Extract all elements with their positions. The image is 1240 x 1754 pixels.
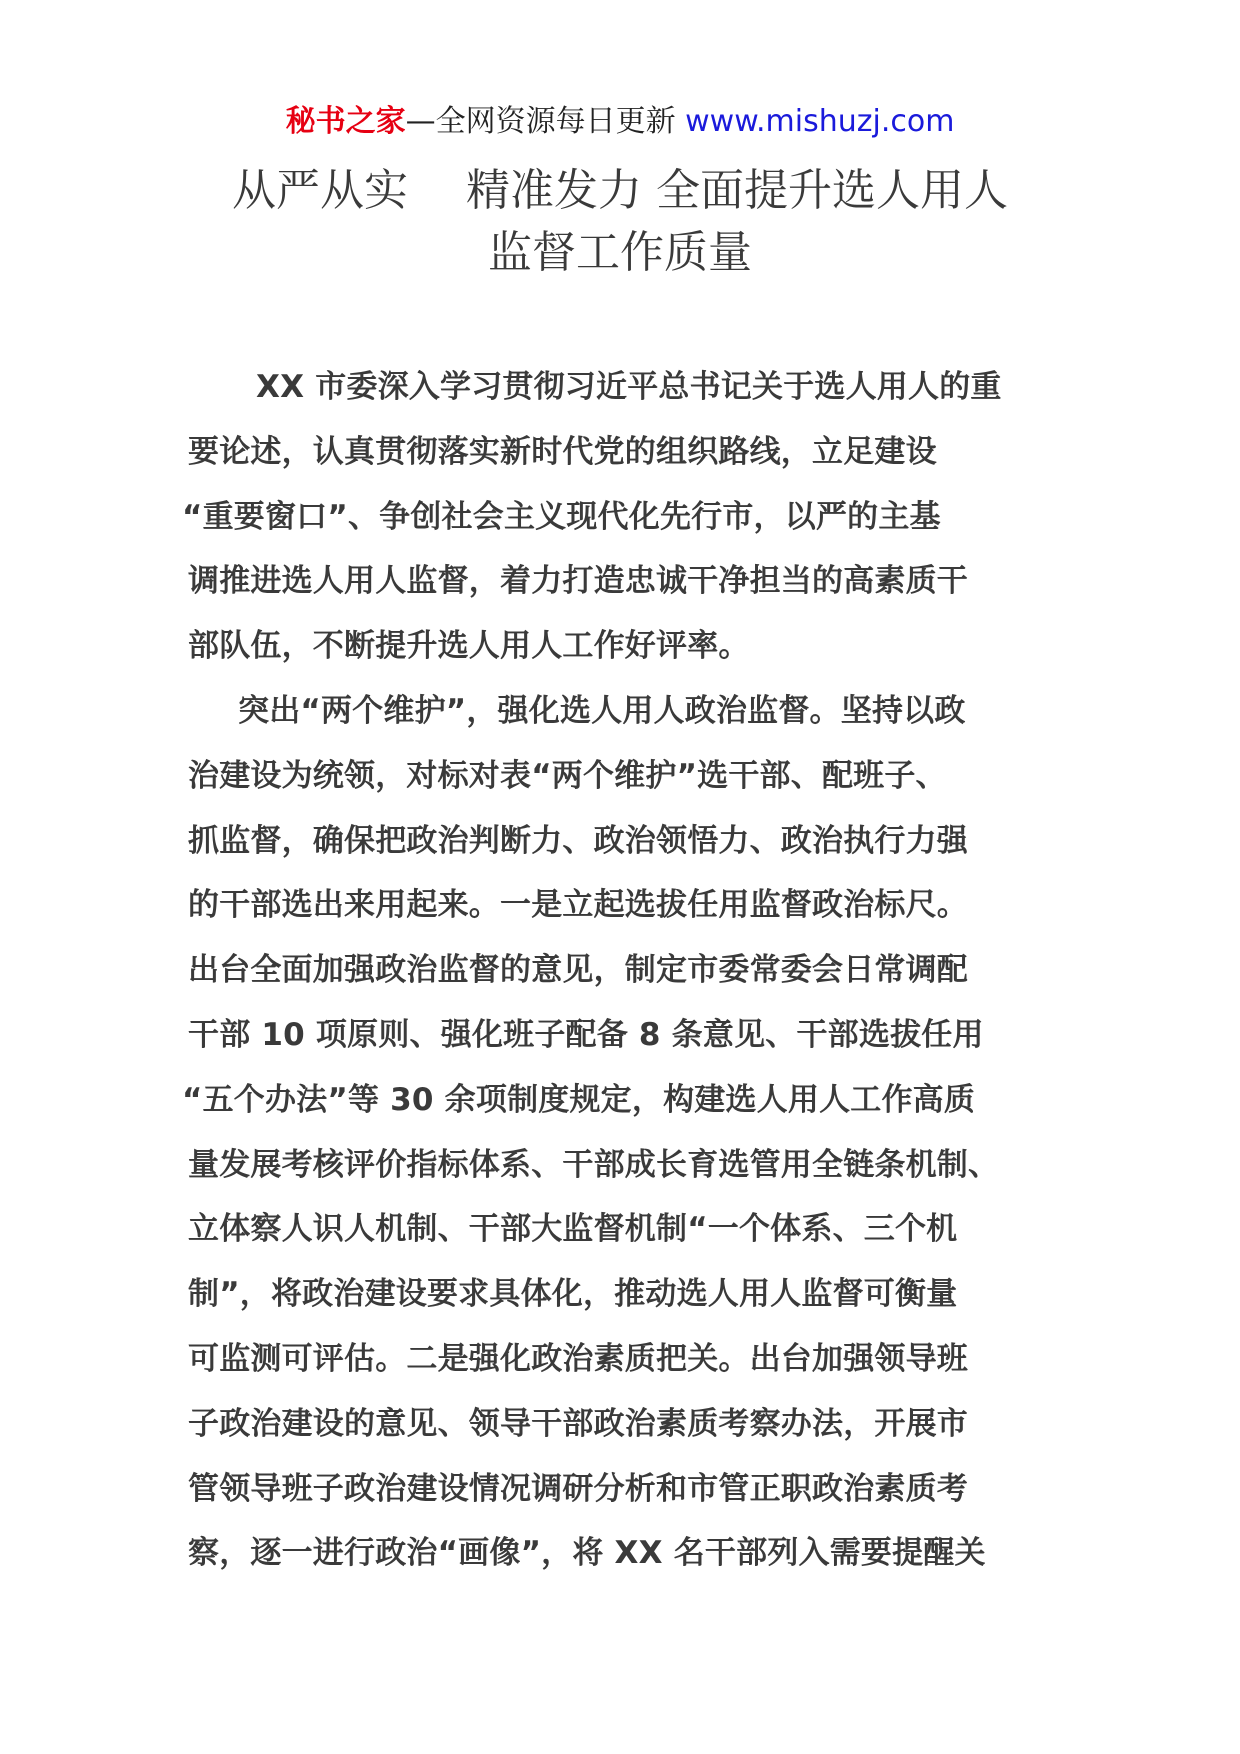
site-url[interactable]: www.mishuzj.com bbox=[685, 104, 955, 139]
paragraph-line: 调推进选人用人监督，着力打造忠诚干净担当的高素质干 bbox=[188, 563, 968, 600]
title-line-1-part-2: 精准发力 全面提升选人用人 bbox=[466, 165, 1008, 216]
paragraph-line: 立体察人识人机制、干部大监督机制“一个体系、三个机 bbox=[188, 1211, 958, 1248]
header-tagline: —全网资源每日更新 bbox=[405, 104, 686, 139]
paragraph-line: 治建设为统领，对标对表“两个维护”选干部、配班子、 bbox=[188, 757, 947, 794]
paragraph-line: 突出“两个维护”，强化选人用人政治监督。坚持以政 bbox=[238, 692, 966, 729]
paragraph-line: 管领导班子政治建设情况调研分析和市管正职政治素质考 bbox=[188, 1470, 968, 1507]
document-body bbox=[182, 355, 1068, 1586]
paragraph-line: 子政治建设的意见、领导干部政治素质考察办法，开展市 bbox=[188, 1405, 968, 1442]
paragraph-line: 要论述，认真贯彻落实新时代党的组织路线，立足建设 bbox=[188, 433, 937, 470]
paragraph-line: 出台全面加强政治监督的意见，制定市委常委会日常调配 bbox=[188, 952, 968, 989]
document-title bbox=[160, 160, 1080, 284]
paragraph-line: 干部 10 项原则、强化班子配备 8 条意见、干部选拔任用 bbox=[188, 1016, 984, 1053]
paragraph-line: 抓监督，确保把政治判断力、政治领悟力、政治执行力强 bbox=[188, 822, 968, 859]
paragraph-line: “重要窗口”、争创社会主义现代化先行市，以严的主基 bbox=[182, 498, 941, 535]
paragraph-line: 可监测可评估。二是强化政治素质把关。出台加强领导班 bbox=[188, 1340, 968, 1377]
paragraph-line: 制”，将政治建设要求具体化，推动选人用人监督可衡量 bbox=[188, 1276, 958, 1313]
paragraph-line: “五个办法”等 30 余项制度规定，构建选人用人工作高质 bbox=[182, 1081, 976, 1118]
title-line-1-part-1: 从严从实 bbox=[232, 165, 408, 216]
paragraph-line: 的干部选出来用起来。一是立起选拔任用监督政治标尺。 bbox=[188, 887, 968, 924]
paragraph-line: 部队伍，不断提升选人用人工作好评率。 bbox=[188, 628, 750, 665]
paragraph-line: 量发展考核评价指标体系、干部成长育选管用全链条机制、 bbox=[188, 1146, 1000, 1183]
title-line-1 bbox=[160, 160, 1080, 222]
brand-name: 秘书之家 bbox=[285, 104, 406, 139]
paragraph-line: 察，逐一进行政治“画像”，将 XX 名干部列入需要提醒关 bbox=[188, 1535, 986, 1572]
paragraph-line: XX 市委深入学习贯彻习近平总书记关于选人用人的重 bbox=[256, 369, 1002, 405]
site-header bbox=[0, 100, 1240, 144]
title-line-2: 监督工作质量 bbox=[488, 227, 752, 278]
